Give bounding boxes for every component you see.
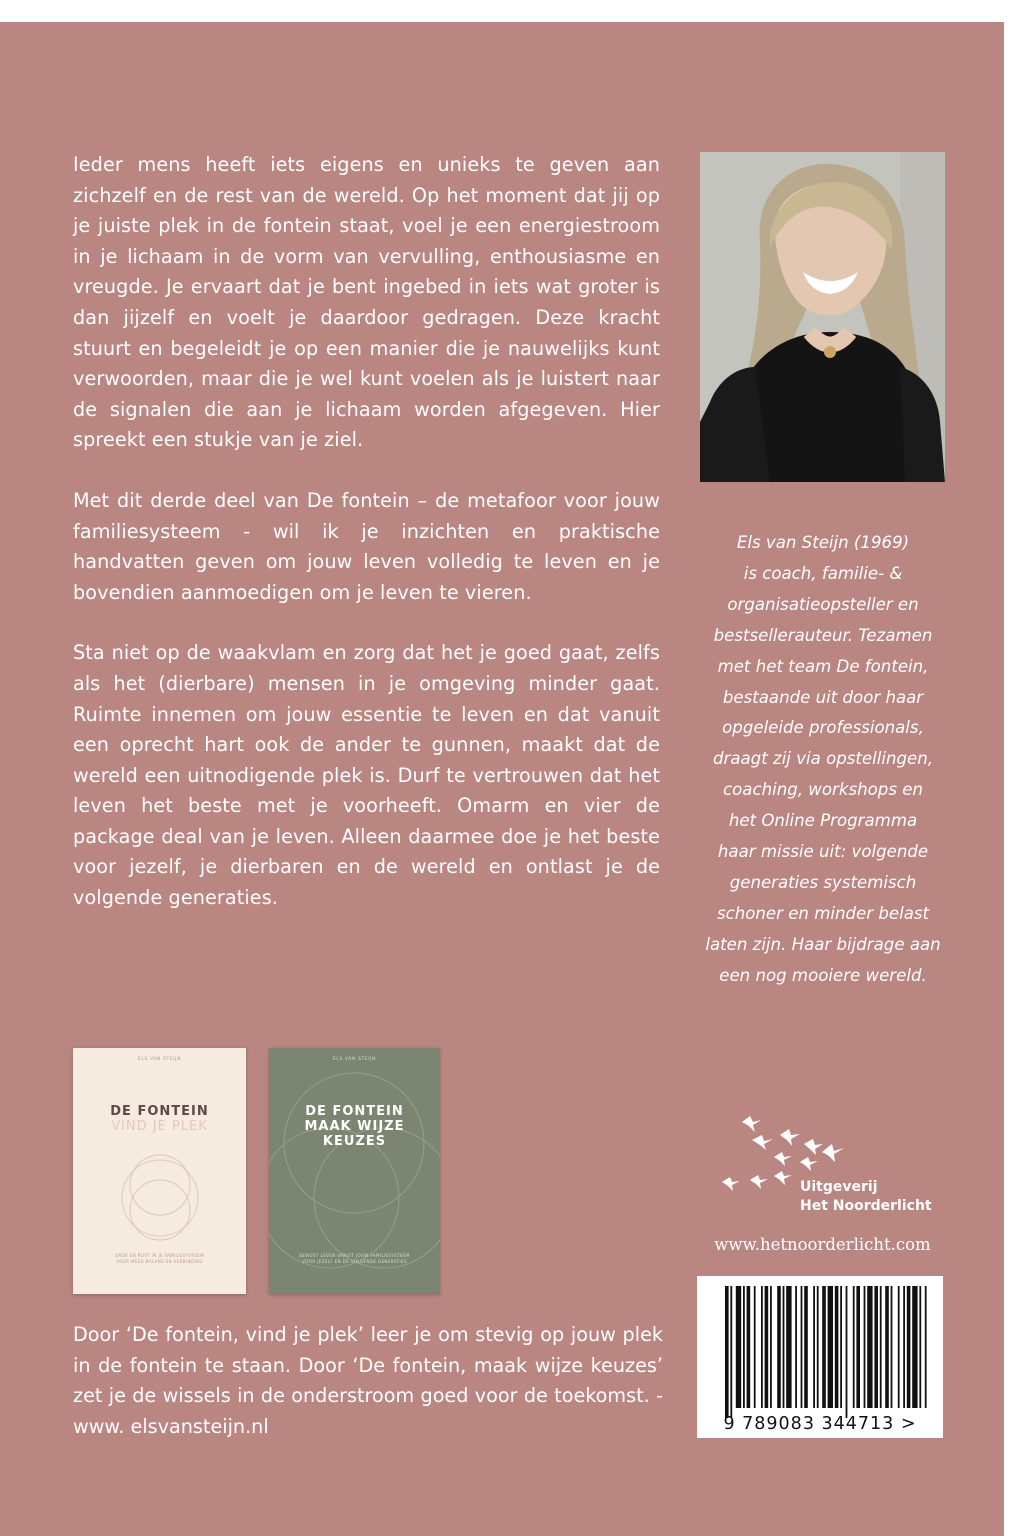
barcode-bar <box>912 1286 917 1408</box>
author-photo <box>700 152 945 482</box>
barcode-bar <box>730 1286 732 1418</box>
book-cover-maak-wijze-keuzes <box>269 1048 440 1294</box>
barcode-bar <box>777 1286 781 1408</box>
barcode-bar <box>853 1286 855 1408</box>
bio-line: laten zijn. Haar bijdrage aan <box>705 934 941 954</box>
tagline-line: BEWUST LEVEN VANUIT JOUW FAMILIESYSTEEM <box>299 1253 410 1258</box>
barcode-bar <box>736 1286 741 1408</box>
book-author: ELS VAN STEIJN <box>332 1057 377 1062</box>
barcode-bar <box>898 1286 900 1408</box>
book-cover-vind-je-plek <box>73 1048 246 1294</box>
publisher-website: www.hetnoorderlicht.com <box>714 1235 931 1254</box>
paragraph-1: Ieder mens heeft iets eigens en unieks te geven aan zichzelf en de rest van de wereld. Op het moment dat jij op je juiste plek in de fontein staat, voel je een energiestroom in je lichaam in de vorm van vervulling, enthousiasme en vreugde. Je ervaart dat je bent ingebed in iets wat groter is dan jijzelf en voelt je daardoor gedragen. Deze kracht stuurt en begeleidt je op een manier die je nauwelijks kunt verwoorden, maar die je wel kunt voelen als je luistert naar de signalen die aan je lichaam worden afgegeven. Hier spreekt een stukje van je ziel. <box>73 153 660 452</box>
barcode-bar <box>835 1286 839 1408</box>
author-bio <box>697 528 949 992</box>
barcode-bar <box>801 1286 803 1408</box>
isbn-number: 9 789083 344713 > <box>723 1414 917 1434</box>
publisher-name <box>800 1178 932 1216</box>
bio-line: bestaande uit door haar <box>722 687 924 707</box>
barcode-bar <box>919 1286 921 1408</box>
bio-line: het Online Programma <box>728 811 918 831</box>
barcode-bar <box>891 1286 893 1408</box>
barcode-bar <box>864 1286 866 1408</box>
bio-line: opgeleide professionals, <box>722 718 924 738</box>
bio-line: coaching, workshops en <box>723 780 923 800</box>
paragraph-2: Met dit derde deel van De fontein – de metafoor voor jouw familiesysteem - wil ik je inzichten en praktische handvatten geven om jouw leven volledig te leven en je bovendien aanmoedigen om je leven te vieren. <box>73 488 660 604</box>
bio-line: draagt zij via opstellingen, <box>712 749 933 769</box>
barcode-bar <box>786 1286 791 1408</box>
bio-line: organisatieopsteller en <box>727 594 919 614</box>
barcode-bar <box>761 1286 763 1408</box>
bio-line: Els van Steijn (1969) <box>736 533 910 552</box>
back-cover <box>0 22 1004 1536</box>
bio-line: bestsellerauteur. Tezamen <box>713 625 933 645</box>
tagline-line: VOOR MEER BALANS EN VERBINDING <box>115 1259 203 1264</box>
barcode-bar <box>907 1286 911 1408</box>
publisher-line-2: Het Noorderlicht <box>800 1198 932 1214</box>
barcode-bar <box>874 1286 878 1408</box>
publisher-line-1: Uitgeverij <box>800 1179 878 1195</box>
tagline-line: VOOR JEZELF EN DE VOLGENDE GENERATIES <box>302 1259 407 1264</box>
books-description: Door ‘De fontein, vind je plek’ leer je om stevig op jouw plek in de fontein te staan. Door ‘De fontein, maak wijze keuzes’ zet je de wissels in de onderstroom goed voor de toekomst. - www. elsvansteijn.nl <box>73 1323 663 1438</box>
barcode-bar <box>828 1286 833 1408</box>
barcode-bar <box>813 1286 815 1408</box>
barcode-bar <box>903 1286 905 1408</box>
barcode-bar <box>880 1286 882 1408</box>
barcode-bar <box>765 1286 769 1408</box>
barcode-bar <box>822 1286 826 1408</box>
bio-line: is coach, familie- & <box>743 563 903 583</box>
bio-line: schoner en minder belast <box>716 903 930 923</box>
tagline-line: ORDE EN RUST IN JE FAMILIESYSTEEM <box>115 1253 204 1258</box>
book-title: KEUZES <box>322 1134 387 1149</box>
bio-line: met het team De fontein, <box>717 656 929 676</box>
isbn-barcode <box>697 1276 943 1438</box>
book-author: ELS VAN STEIJN <box>137 1057 182 1062</box>
book-title: DE FONTEIN <box>110 1104 209 1119</box>
paragraph-3: Sta niet op de waakvlam en zorg dat het je goed gaat, zelfs als het (dierbare) mensen in je omgeving minder gaat. Ruimte innemen om jouw essentie te leven en dat vanuit een oprecht hart ook de ander te gunnen, maakt dat de wereld een uitnodigende plek is. Durf te vertrouwen dat het leven het beste met je voorheeft. Omarm en vier de package deal van je leven. Alleen daarmee doe je het beste voor jezelf, je dierbaren en de wereld en ontlast je de volgende generaties. <box>73 641 660 910</box>
barcode-bar <box>856 1286 860 1408</box>
barcode-bar <box>747 1286 751 1408</box>
barcode-bar <box>725 1286 729 1418</box>
book-title: MAAK WIJZE <box>304 1119 405 1134</box>
barcode-bar <box>925 1286 927 1408</box>
book-subtitle: VIND JE PLEK <box>111 1119 208 1134</box>
barcode-bar <box>804 1286 808 1408</box>
barcode-bar <box>846 1286 848 1418</box>
barcode-bar <box>743 1286 745 1408</box>
book-tagline <box>73 1253 246 1265</box>
book-tagline <box>269 1253 440 1265</box>
bio-line: generaties systemisch <box>729 872 917 892</box>
barcode-bar <box>867 1286 872 1408</box>
barcode-bar <box>783 1286 785 1408</box>
book-title: DE FONTEIN <box>305 1104 404 1119</box>
author-portrait-illustration <box>700 152 945 482</box>
barcode-bar <box>840 1286 842 1408</box>
barcode-bar <box>754 1286 756 1408</box>
bio-line: een nog mooiere wereld. <box>719 965 927 985</box>
barcode-bar <box>885 1286 889 1408</box>
barcode-bar <box>795 1286 797 1408</box>
main-text <box>73 150 660 944</box>
barcode-bar <box>770 1286 772 1408</box>
bio-line: haar missie uit: volgende <box>717 842 929 862</box>
barcode-bar <box>817 1286 819 1408</box>
